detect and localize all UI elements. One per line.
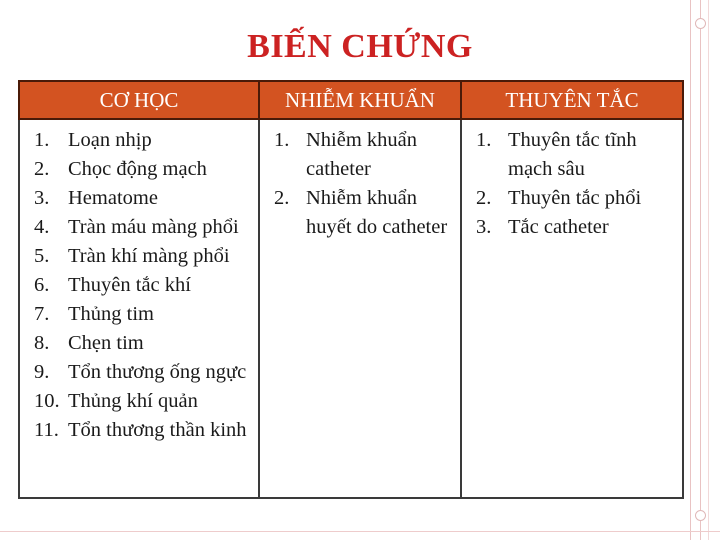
list-item [24,329,254,358]
embolism-list [466,126,678,242]
slide-decoration-right [686,0,720,540]
header-mechanical: CƠ HỌC [19,81,259,119]
list-item-text: Thuyên tắc khí [68,274,191,296]
list-item [264,184,456,242]
list-item-number: 9. [34,361,50,383]
list-item [24,155,254,184]
mechanical-column [19,119,259,498]
list-item-number: 8. [34,332,50,354]
list-item-text: Tràn khí màng phổi [68,245,230,267]
list-item-number: 5. [34,245,50,267]
list-item [24,242,254,271]
list-item-text: Tràn máu màng phổi [68,216,239,238]
list-item-number: 4. [34,216,50,238]
list-item-text: Loạn nhịp [68,129,152,151]
list-item-text: Nhiễm khuẩn catheter [306,129,418,180]
mechanical-list [24,126,254,445]
list-item-number: 1. [274,129,290,151]
infection-list [264,126,456,242]
header-infection: NHIỄM KHUẨN [259,81,461,119]
list-item-number: 1. [476,129,492,151]
list-item-text: Tắc catheter [508,216,609,238]
list-item-text: Tổn thương ống ngực [68,361,247,383]
table-body-row [19,119,683,498]
list-item-number: 1. [34,129,50,151]
infection-column [259,119,461,498]
list-item [24,271,254,300]
header-embolism: THUYÊN TẮC [461,81,683,119]
list-item [24,213,254,242]
list-item [24,416,254,445]
list-item [24,184,254,213]
list-item-number: 3. [34,187,50,209]
list-item [264,126,456,184]
list-item-text: Thuyên tắc phổi [508,187,642,209]
list-item-number: 6. [34,274,50,296]
list-item-text: Thủng tim [68,303,154,325]
list-item-text: Thủng khí quản [68,390,198,412]
list-item-number: 3. [476,216,492,238]
list-item-text: Chẹn tim [68,332,144,354]
list-item-number: 11. [34,419,59,441]
list-item [24,126,254,155]
slide-title: BIẾN CHỨNG [247,28,473,65]
list-item-number: 2. [34,158,50,180]
list-item-number: 2. [476,187,492,209]
list-item-text: Chọc động mạch [68,158,207,180]
list-item [24,358,254,387]
list-item [466,213,678,242]
list-item [24,387,254,416]
list-item [24,300,254,329]
list-item-text: Hematome [68,187,158,209]
embolism-column [461,119,683,498]
list-item-text: Nhiễm khuẩn huyết do catheter [306,187,448,238]
list-item [466,184,678,213]
slide-decoration-bottom [0,531,720,532]
list-item-number: 2. [274,187,290,209]
list-item-number: 7. [34,303,50,325]
list-item-text: Tổn thương thần kinh [68,419,247,441]
list-item-number: 10. [34,390,60,412]
list-item [466,126,678,184]
table-header-row [19,81,683,119]
list-item-text: Thuyên tắc tĩnh mạch sâu [508,129,637,180]
complications-table [18,80,684,499]
